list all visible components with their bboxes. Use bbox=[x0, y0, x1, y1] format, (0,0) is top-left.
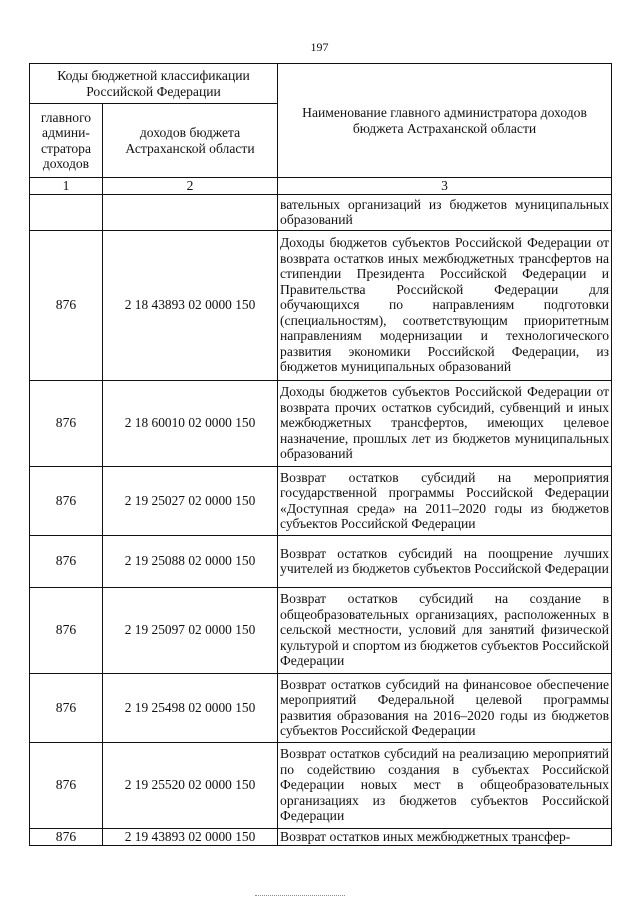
revenue-code-cell: 2 19 25088 02 0000 150 bbox=[103, 535, 278, 587]
table-row bbox=[30, 673, 612, 742]
revenue-name-cell: Возврат остатков субсидий на финансовое обеспечение мероприятий Федеральной целевой программы развития образования на 2016–2020 годы из бюджетов субъектов Российской Федерации bbox=[278, 673, 612, 742]
table-row bbox=[30, 230, 612, 380]
admin-code-cell: 876 bbox=[30, 742, 103, 828]
column-number-3: 3 bbox=[278, 178, 612, 195]
page-number: 197 bbox=[310, 40, 329, 54]
revenue-code-cell: 2 19 43893 02 0000 150 bbox=[103, 828, 278, 845]
revenue-code-cell: 2 18 43893 02 0000 150 bbox=[103, 230, 278, 380]
header-chief-administrator-code: главного админи-стратора доходов bbox=[30, 104, 103, 178]
table-row bbox=[30, 828, 612, 845]
revenue-code-cell: 2 19 25027 02 0000 150 bbox=[103, 466, 278, 535]
revenue-name-cell: Возврат остатков субсидий на реализацию мероприятий по содействию создания в субъектах Российской Федерации новых мест в общеобразовательных организациях из бюджетов субъектов Российской Федерации bbox=[278, 742, 612, 828]
table-row bbox=[30, 466, 612, 535]
revenue-code-cell: 2 19 25097 02 0000 150 bbox=[103, 587, 278, 673]
budget-classification-table bbox=[29, 63, 612, 846]
table-row bbox=[30, 194, 612, 230]
revenue-code-cell: 2 18 60010 02 0000 150 bbox=[103, 380, 278, 466]
revenue-name-cell: вательных организаций из бюджетов муниципальных образований bbox=[278, 194, 612, 230]
header-budget-codes-group: Коды бюджетной классификации Российской Федерации bbox=[30, 64, 278, 104]
revenue-code-cell: 2 19 25520 02 0000 150 bbox=[103, 742, 278, 828]
admin-code-cell bbox=[30, 194, 103, 230]
revenue-name-cell: Возврат остатков иных межбюджетных трансфер- bbox=[278, 828, 612, 845]
header-administrator-name: Наименование главного администратора доходов бюджета Астраханской области bbox=[278, 64, 612, 178]
admin-code-cell: 876 bbox=[30, 673, 103, 742]
footer-divider bbox=[255, 895, 345, 896]
admin-code-cell: 876 bbox=[30, 828, 103, 845]
table-row bbox=[30, 742, 612, 828]
header-revenue-code: доходов бюджета Астраханской области bbox=[103, 104, 278, 178]
column-number-1: 1 bbox=[30, 178, 103, 195]
column-number-2: 2 bbox=[103, 178, 278, 195]
revenue-name-cell: Доходы бюджетов субъектов Российской Федерации от возврата остатков иных межбюджетных трансфертов на стипендии Президента Российской Федерации и Правительства Российской Федерации для обучающихся по направлениям подготовки (специальностям), соответствующим приоритетным направлениям модернизации и технологического развития экономики Российской Федерации, из бюджетов муниципальных образований bbox=[278, 230, 612, 380]
admin-code-cell: 876 bbox=[30, 587, 103, 673]
admin-code-cell: 876 bbox=[30, 380, 103, 466]
table-row bbox=[30, 380, 612, 466]
table-row bbox=[30, 535, 612, 587]
revenue-name-cell: Доходы бюджетов субъектов Российской Федерации от возврата прочих остатков субсидий, субвенций и иных межбюджетных трансфертов, имеющих целевое назначение, прошлых лет из бюджетов муниципальных образований bbox=[278, 380, 612, 466]
admin-code-cell: 876 bbox=[30, 230, 103, 380]
admin-code-cell: 876 bbox=[30, 535, 103, 587]
revenue-code-cell bbox=[103, 194, 278, 230]
revenue-name-cell: Возврат остатков субсидий на поощрение лучших учителей из бюджетов субъектов Российской Федерации bbox=[278, 535, 612, 587]
table-row bbox=[30, 587, 612, 673]
revenue-name-cell: Возврат остатков субсидий на мероприятия государственной программы Российской Федерации «Доступная среда» на 2011–2020 годы из бюджетов субъектов Российской Федерации bbox=[278, 466, 612, 535]
admin-code-cell: 876 bbox=[30, 466, 103, 535]
revenue-code-cell: 2 19 25498 02 0000 150 bbox=[103, 673, 278, 742]
revenue-name-cell: Возврат остатков субсидий на создание в общеобразовательных организациях, расположенных в сельской местности, условий для занятий физической культурой и спортом из бюджетов субъектов Российской Федерации bbox=[278, 587, 612, 673]
